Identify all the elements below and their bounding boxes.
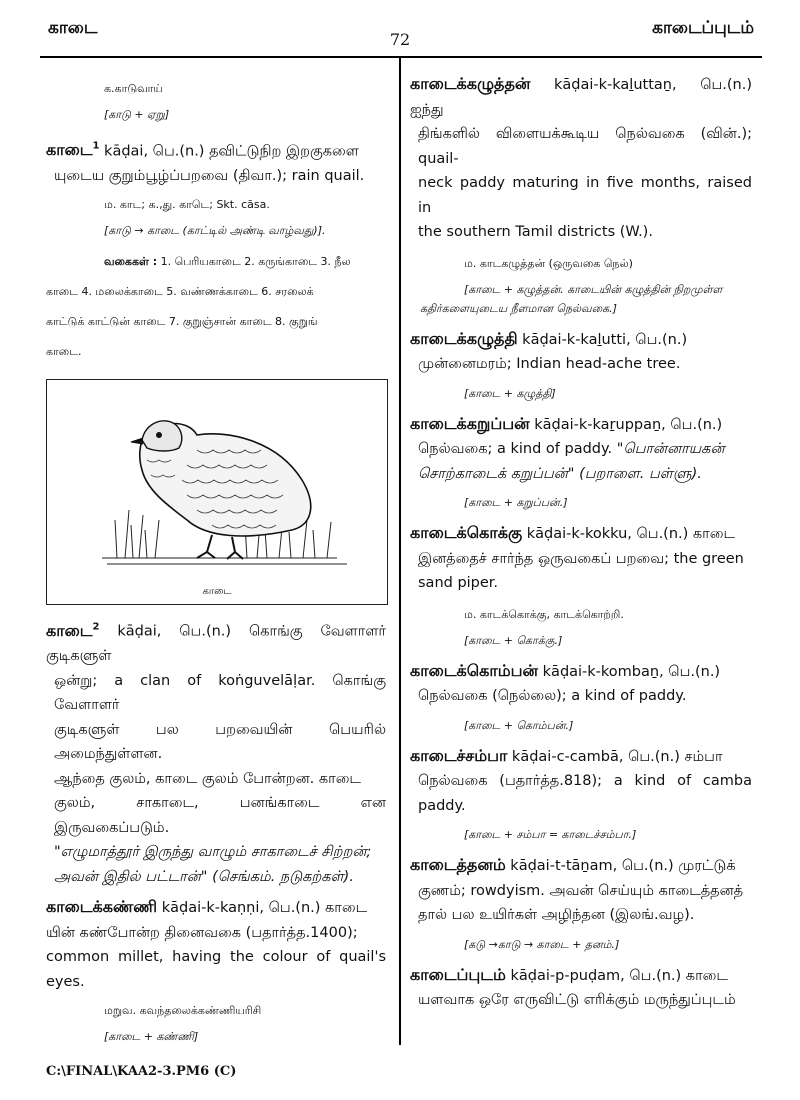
- definition-line: common millet, having the colour of quail's eyes.: [46, 949, 386, 990]
- definition-line: sand piper.: [418, 575, 499, 591]
- definition-line: kāḍai, பெ.(n.) கொங்கு வேளாளர் குடிகளுள்: [46, 623, 386, 665]
- entry-kaadaich-samba: [410, 744, 752, 819]
- definition-line: ஆந்தை குலம், காடை குலம் போன்றன. காடை: [54, 770, 361, 787]
- headword: காடைக்கறுப்பன்: [410, 413, 530, 433]
- definition-line: குணம்; rowdyism. அவன் செய்யும் காடைத்தனத்: [418, 882, 744, 899]
- etymology: [காடை + கொக்கு.]: [464, 633, 563, 647]
- varieties-list-cont: காட்டுக் காட்டுன் காடை 7. குறுஞ்சான் காடை 8. குறுங்: [46, 315, 318, 329]
- definition-line: kāḍai-k-kombaṉ, பெ.(n.): [538, 663, 721, 680]
- definition-line: திங்களில் விளையக்கூடிய நெல்வகை (வின்.); quail-: [418, 126, 752, 167]
- entry-kaadaik-kazhuthi: [410, 327, 752, 377]
- cognates: ம. காட; க.,து. காடெ; Skt. cāsa.: [104, 198, 270, 212]
- definition-line: kāḍai-k-kaḻutti, பெ.(n.): [517, 331, 688, 348]
- etymology: [காடை + கறுப்பன்.]: [464, 496, 568, 509]
- quail-drawing: [47, 380, 387, 604]
- page-number: 72: [389, 30, 411, 49]
- definition-line: kāḍai-c-cambā, பெ.(n.) சம்பா: [507, 748, 723, 765]
- definition-line: இனத்தைச் சார்ந்த ஒருவகைப் பறவை; the green: [418, 550, 744, 567]
- entry-kaadaik-kokku: [410, 521, 752, 596]
- headword: காடைக்கழுத்தன்: [410, 74, 531, 93]
- figure-caption: காடை: [202, 586, 232, 598]
- etymology: [காடை + கண்ணி]: [104, 1030, 199, 1044]
- definition-line: kāḍai, பெ.(n.) தவிட்டுநிற இறகுகளை: [99, 143, 359, 160]
- definition-line: நெல்வகை (பதார்த்த.818); a kind of camba paddy.: [418, 773, 752, 814]
- definition-line: ஒன்று; a clan of koṅguvelāḷar. கொங்கு வேளாளர்: [54, 672, 386, 714]
- entry-kaadaik-kazhuthan: [410, 72, 752, 245]
- definition-line: kāḍai-k-kaṇṇi, பெ.(n.) காடை: [157, 900, 368, 917]
- running-head-right: காடைப்புடம்: [652, 18, 754, 38]
- varieties-list-cont: காடை 4. மலைக்காடை 5. வண்ணக்காடை 6. சரலைக்: [46, 285, 314, 299]
- column-divider: [399, 57, 401, 1045]
- definition-line: kāḍai-k-kokku, பெ.(n.) காடை: [522, 526, 736, 542]
- synonym-reference: மறுவ. கவந்தலைக்கண்ணியரிசி: [104, 1004, 262, 1018]
- headword: காடைக்கண்ணி: [46, 897, 158, 917]
- right-column: [410, 72, 752, 1019]
- headword: காடைக்கொம்பன்: [410, 660, 539, 680]
- definition-line: குலம், சாகாடை, பனங்காடை என இருவகைப்படும்.: [54, 795, 386, 836]
- varieties-list: வகைகள் : 1. பெரியகாடை 2. கருங்காடை 3. நீல: [104, 255, 351, 269]
- file-path-footer: C:\FINAL\KAA2-3.PM6 (C): [46, 1064, 237, 1079]
- definition-line: neck paddy maturing in five months, raised in: [418, 175, 752, 216]
- headword: காடைப்புடம்: [410, 964, 506, 984]
- etymology: [கடு →காடு → காடை + தனம்.]: [464, 937, 620, 951]
- entry-kaadaik-karuppan: [410, 412, 752, 487]
- cognates: ம. காடக்கொக்கு, காடக்கொற்றி.: [464, 607, 624, 621]
- quotation: "பொன்னாயகன்: [616, 441, 725, 457]
- definition-line: நெல்வகை (நெல்லை); a kind of paddy.: [418, 688, 687, 704]
- definition-line: நெல்வகை; a kind of paddy.: [418, 441, 617, 457]
- definition-line: kāḍai-k-kaṟuppaṉ, பெ.(n.): [529, 416, 723, 433]
- etymology: [காடு → காடை (காட்டில் அண்டி வாழ்வது)].: [104, 224, 326, 238]
- headword: காடை$^2$: [46, 620, 100, 640]
- entry-kaadaith-thanam: [410, 853, 752, 928]
- cont-reference: க.காடுவாய்: [104, 82, 163, 95]
- entry-kaadaik-kombaan: [410, 659, 752, 709]
- left-column: [46, 72, 386, 1057]
- definition-line: முன்னைமரம்; Indian head-ache tree.: [418, 356, 681, 372]
- definition-line: யுடைய குறும்பூழ்ப்பறவை (திவா.); rain quail.: [54, 167, 365, 184]
- cont-etymology: [காடு + ஏறு]: [104, 108, 170, 121]
- headword: காடைத்தனம்: [410, 855, 506, 874]
- etymology: [காடை + கழுத்தி]: [464, 386, 556, 400]
- etymology-cont: கதிர்களையுடைய நீளமான நெல்வகை.]: [420, 301, 617, 315]
- entry-kaadai-2: [46, 615, 386, 889]
- varieties-list-cont: காடை.: [46, 345, 82, 359]
- headword: காடைக்கழுத்தி: [410, 328, 518, 348]
- etymology: [காடை + கழுத்தன். காடையின் கழுத்தின் நிறமுள்ள: [464, 282, 723, 296]
- definition-line: தால் பல உயிர்கள் அழிந்தன (இலங்.வழ).: [418, 907, 695, 923]
- etymology: [காடை + சம்பா = காடைச்சம்பா.]: [464, 828, 637, 841]
- quail-illustration: [46, 379, 388, 605]
- definition-line: kāḍai-k-kaḻuttaṉ, பெ.(n.) ஐந்து: [410, 77, 752, 118]
- definition-line: the southern Tamil districts (W.).: [418, 224, 653, 240]
- definition-line: குடிகளுள் பல பறவையின் பெயரில் அமைந்துள்ளன.: [54, 721, 386, 763]
- etymology: [காடை + கொம்பன்.]: [464, 718, 574, 732]
- definition-line: யளவாக ஒரே எருவிட்டு எரிக்கும் மருந்துப்புடம்: [418, 992, 736, 1008]
- definition-line: kāḍai-p-puḍam, பெ.(n.) காடை: [505, 967, 728, 984]
- entry-kaadai-1: [46, 135, 386, 188]
- headword: காடைச்சம்பா: [410, 745, 508, 765]
- entry-kaadaip-pudam: [410, 963, 752, 1013]
- headword: காடைக்கொக்கு: [410, 523, 523, 542]
- definition-line: kāḍai-t-tāṉam, பெ.(n.) முரட்டுக்: [505, 858, 736, 874]
- running-head-left: காடை: [48, 18, 98, 38]
- headword: காடை$^1$: [46, 140, 100, 160]
- definition-line: யின் கண்போன்ற தினைவகை (பதார்த்த.1400);: [46, 924, 358, 941]
- quotation-line: அவன் இதில் பட்டான்" (செங்கம். நடுகற்கள்).: [54, 868, 354, 885]
- entry-kaadaik-kanni: [46, 895, 386, 994]
- quotation-line: "எழுமாத்தூர் இருந்து வாழும் சாகாடைச் சிற்றன்;: [54, 844, 372, 861]
- quotation-line: சொற்காடைக் கறுப்பன்" (பறாளை. பள்ளு).: [418, 465, 702, 482]
- header-rule: [40, 56, 762, 58]
- cognates: ம. காடகழுத்தன் (ஒருவகை நெல்): [464, 256, 633, 270]
